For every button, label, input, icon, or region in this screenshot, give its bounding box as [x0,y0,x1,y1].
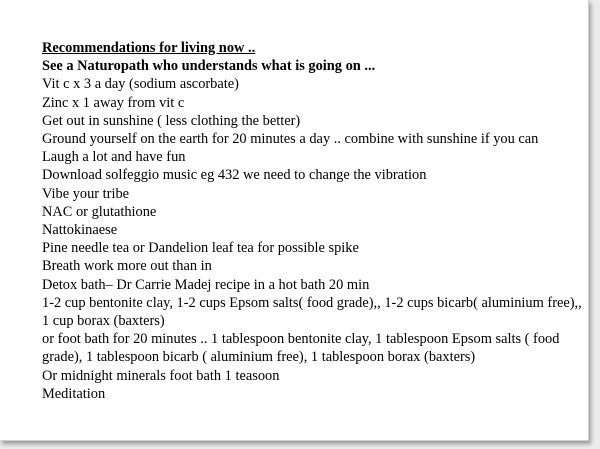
recommendation-line: Vit c x 3 a day (sodium ascorbate) [42,76,239,93]
recommendation-line: Ground yourself on the earth for 20 minutes a day .. combine with sunshine if you can [42,131,539,148]
recommendation-line: Nattokinaese [42,222,118,239]
recommendation-line: NAC or glutathione [42,203,157,220]
document-title: Recommendations for living now .. [42,40,256,56]
recommendation-line: Detox bath– Dr Carrie Madej recipe in a hot bath 20 min [42,276,370,293]
document-subtitle: See a Naturopath who understands what is going on ... [42,58,376,75]
recommendation-line: Or midnight minerals foot bath 1 teasoon [42,367,280,384]
recommendation-line: Pine needle tea or Dandelion leaf tea for possible spike [42,240,359,257]
recommendation-line: Breath work more out than in [42,258,212,275]
recommendation-line: Get out in sunshine ( less clothing the better) [42,112,301,129]
recommendation-line: Meditation [42,385,106,402]
recommendation-line: Zinc x 1 away from vit c [42,94,185,111]
recommendation-line: 1-2 cup bentonite clay, 1-2 cups Epsom salts( food grade),, 1-2 cups bicarb( aluminium free),, 1 cup borax (baxters) [42,294,582,330]
recommendation-line: Laugh a lot and have fun [42,149,186,166]
recommendation-line: or foot bath for 20 minutes .. 1 tablespoon bentonite clay, 1 tablespoon Epsom salts ( food grade), 1 tablespoon bicarb ( aluminium free), 1 tablespoon borax (baxters) [42,331,560,366]
document-content [42,39,582,403]
recommendation-line: Download solfeggio music eg 432 we need to change the vibration [42,167,427,184]
recommendation-line: Vibe your tribe [42,185,130,202]
